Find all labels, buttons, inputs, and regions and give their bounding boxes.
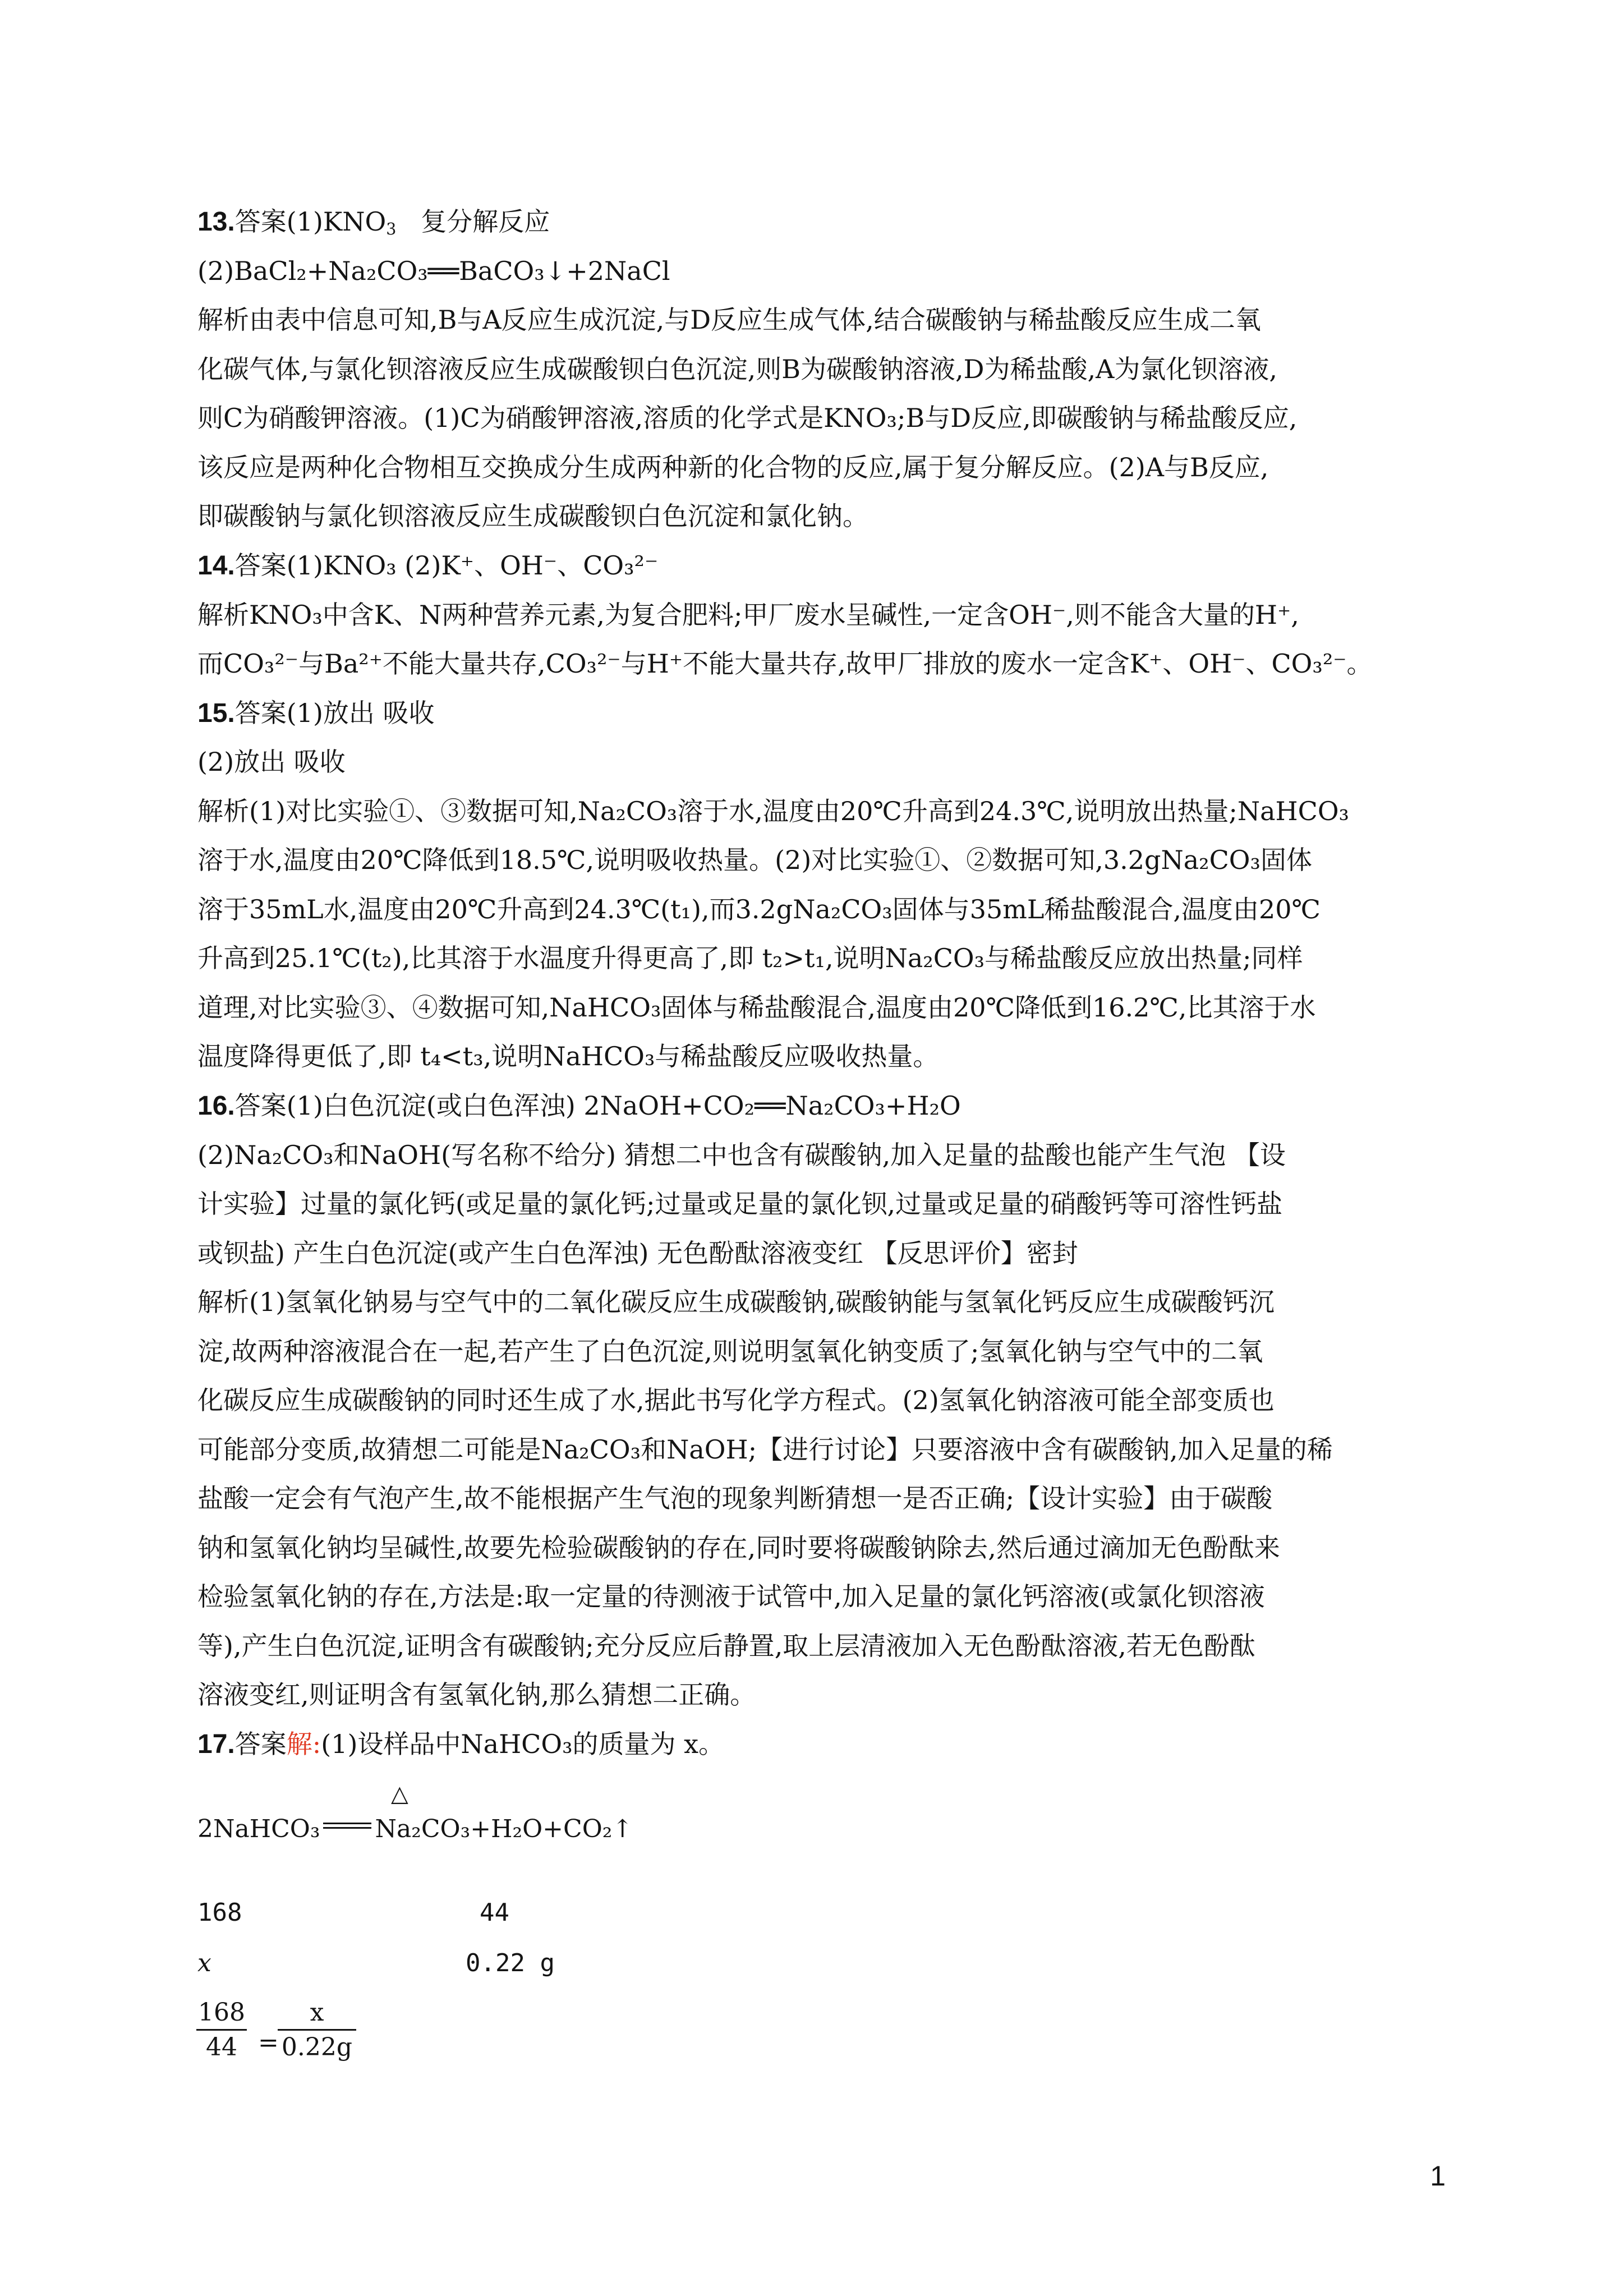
q16-analysis-7: 检验氢氧化钠的存在,方法是:取一定量的待测液于试管中,加入足量的氯化钙溶液(或氯化钡溶液 [197,1581,1265,1612]
q17-fraction-left [196,1998,247,2062]
q16-answer-4: 或钡盐) 产生白色沉淀(或产生白色浑浊) 无色酚酞溶液变红 【反思评价】密封 [197,1238,1078,1268]
q15-answer-2: (2)放出 吸收 [197,747,346,777]
q16-analysis-1: 解析(1)氢氧化钠易与空气中的二氧化碳反应生成碳酸钠,碳酸钠能与氢氧化钙反应生成碳酸钙沉 [197,1287,1275,1317]
q17-fraction-right [278,1998,356,2062]
q17-equation [197,1781,633,1843]
q16-answer-1: 答案(1)白色沉淀(或白色浑浊) 2NaOH+CO₂══Na₂CO₃+H₂O [234,1091,961,1121]
frac-right-denominator: 0.22g [281,2033,353,2062]
frac-right-numerator: x [310,1998,324,2027]
q13-analysis-1: 解析由表中信息可知,B与A反应生成沉淀,与D反应生成气体,结合碳酸钠与稀盐酸反应生成二氧 [197,305,1261,335]
q13-number: 13. [197,207,235,237]
q14-analysis-1: 解析KNO₃中含K、N两种营养元素,为复合肥料;甲厂废水呈碱性,一定含OH⁻,则不能含大量的H⁺, [197,600,1299,630]
frac-left-numerator: 168 [198,1998,245,2027]
q15-analysis-3: 溶于35mL水,温度由20℃升高到24.3℃(t₁),而3.2gNa₂CO₃固体与35mL稀盐酸混合,温度由20℃ [197,894,1321,924]
q15-analysis-5: 道理,对比实验③、④数据可知,NaHCO₃固体与稀盐酸混合,温度由20℃降低到16.2℃,比其溶于水 [197,992,1316,1023]
q16-answer-3: 计实验】过量的氯化钙(或足量的氯化钙;过量或足量的氯化钡,过量或足量的硝酸钙等可溶性钙盐 [197,1189,1283,1219]
q14-answer: 答案(1)KNO₃ (2)K⁺、OH⁻、CO₃²⁻ [234,550,659,581]
q16-answer-2: (2)Na₂CO₃和NaOH(写名称不给分) 猜想二中也含有碳酸钠,加入足量的盐酸也能产生气泡 【设 [197,1140,1286,1170]
q13-analysis-3: 则C为硝酸钾溶液。(1)C为硝酸钾溶液,溶质的化学式是KNO₃;B与D反应,即碳酸钠与稀盐酸反应, [197,403,1298,433]
q14-number: 14. [197,551,235,581]
q17-mass-row-1b: 44 [480,1898,509,1927]
q16-analysis-4: 可能部分变质,故猜想二可能是Na₂CO₃和NaOH;【进行讨论】只要溶液中含有碳酸钠,加入足量的稀 [197,1434,1333,1465]
q16-analysis-8: 等),产生白色沉淀,证明含有碳酸钠;充分反应后静置,取上层清液加入无色酚酞溶液,若无色酚酞 [197,1631,1255,1661]
heat-triangle-symbol: △ [391,1781,408,1807]
q15-analysis-6: 温度降得更低了,即 t₄<t₃,说明NaHCO₃与稀盐酸反应吸收热量。 [197,1041,939,1071]
q13-answer-line [197,205,550,239]
q17-number: 17. [197,1729,235,1759]
equation-right: Na₂CO₃+H₂O+CO₂↑ [375,1815,633,1843]
q13-answer-2: (2)BaCl₂+Na₂CO₃══BaCO₃↓+2NaCl [197,256,670,286]
q17-setup: (1)设样品中NaHCO₃的质量为 x。 [321,1729,725,1759]
q15-number: 15. [197,698,235,728]
q16-analysis-3: 化碳反应生成碳酸钠的同时还生成了水,据此书写化学方程式。(2)氢氧化钠溶液可能全部变质也 [197,1385,1275,1415]
mass-168: 168 [197,1898,242,1927]
frac-left-bar [196,2029,247,2031]
q16-analysis-9: 溶液变红,则证明含有氢氧化钠,那么猜想二正确。 [197,1680,756,1710]
q16-answer-line [197,1089,961,1123]
q17-answer-line [197,1727,724,1761]
q17-mass-row-1 [197,1896,242,1930]
q17-mass-row-2b: 0.22 g [466,1949,555,1977]
page-number: 1 [1430,2160,1446,2192]
q16-analysis-5: 盐酸一定会有气泡产生,故不能根据产生气泡的现象判断猜想一是否正确;【设计实验】由于碳酸 [197,1483,1273,1513]
frac-right-bar [278,2029,356,2031]
q13-answer-1: 答案$(1)KNO_3$ 复分解反应 [234,206,550,239]
q15-analysis-2: 溶于水,温度由20℃降低到18.5℃,说明吸收热量。(2)对比实验①、②数据可知,3.2gNa₂CO₃固体 [197,845,1312,875]
q14-analysis-2: 而CO₃²⁻与Ba²⁺不能大量共存,CO₃²⁻与H⁺不能大量共存,故甲厂排放的废水一定含K⁺、OH⁻、CO₃²⁻。 [197,648,1373,679]
equation-left: 2NaHCO₃ [197,1815,320,1843]
reaction-equals-sign [323,1823,371,1829]
q15-analysis-4: 升高到25.1℃(t₂),比其溶于水温度升得更高了,即 t₂>t₁,说明Na₂CO₃与稀盐酸反应放出热量;同样 [197,943,1303,973]
q16-analysis-2: 淀,故两种溶液混合在一起,若产生了白色沉淀,则说明氢氧化钠变质了;氢氧化钠与空气中的二氧 [197,1336,1263,1366]
q17-solution-label: 解: [286,1729,321,1759]
q13-analysis-5: 即碳酸钠与氯化钡溶液反应生成碳酸钡白色沉淀和氯化钠。 [197,501,868,531]
q15-analysis-1: 解析(1)对比实验①、③数据可知,Na₂CO₃溶于水,温度由20℃升高到24.3℃,说明放出热量;NaHCO₃ [197,796,1349,826]
frac-left-denominator: 44 [206,2033,237,2062]
q16-number: 16. [197,1091,235,1121]
q17-mass-row-2: x [197,1949,211,1977]
q14-answer-line [197,549,658,583]
q13-analysis-2: 化碳气体,与氯化钡溶液反应生成碳酸钡白色沉淀,则B为碳酸钠溶液,D为稀盐酸,A为氯化钡溶液, [197,354,1278,384]
q15-answer-1: 答案(1)放出 吸收 [234,698,435,728]
frac-equals: = [258,2028,279,2057]
q16-analysis-6: 钠和氢氧化钠均呈碱性,故要先检验碳酸钠的存在,同时要将碳酸钠除去,然后通过滴加无色酚酞来 [197,1533,1280,1563]
q17-answer-prefix: 答案 [234,1729,287,1759]
q15-answer-line [197,696,435,730]
q13-analysis-4: 该反应是两种化合物相互交换成分生成两种新的化合物的反应,属于复分解反应。(2)A与B反应, [197,452,1269,482]
